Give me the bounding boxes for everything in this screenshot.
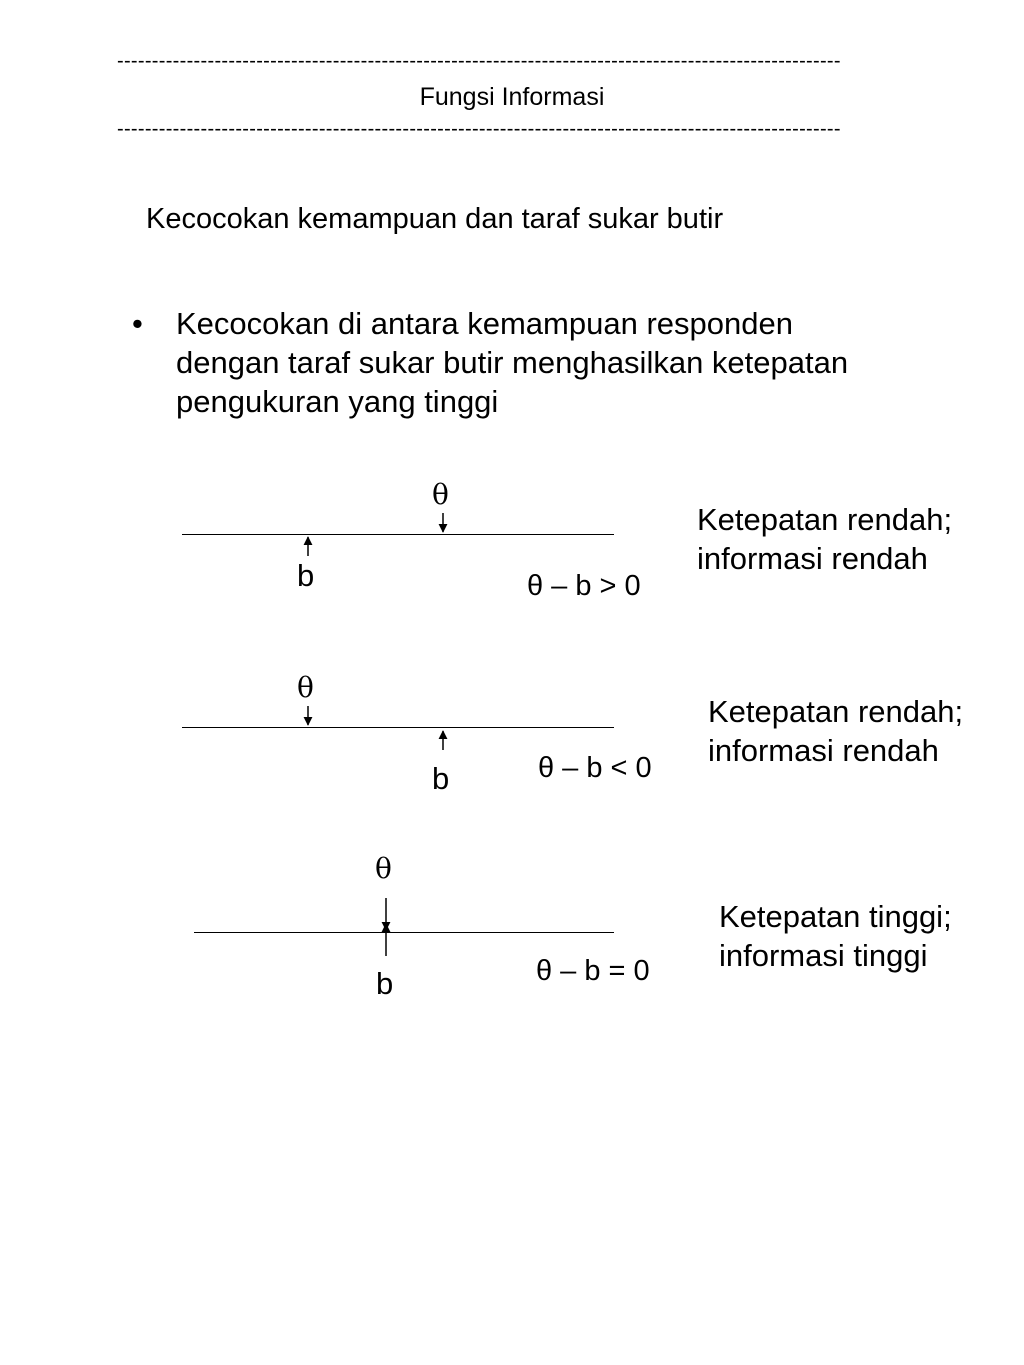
result-line: Ketepatan rendah;	[708, 694, 964, 729]
result-line: informasi tinggi	[719, 938, 928, 973]
section-subtitle: Kecocokan kemampuan dan taraf sukar butir	[146, 203, 724, 235]
b-label-3: b	[376, 966, 394, 1001]
ability-scale-line-3	[194, 932, 614, 933]
theta-label-3: θ	[375, 852, 392, 885]
ability-scale-line-2	[182, 727, 614, 728]
result-text-3	[719, 897, 952, 975]
bullet-line: pengukuran yang tinggi	[176, 384, 499, 419]
result-line: Ketepatan rendah;	[697, 502, 953, 537]
bullet-line: dengan taraf sukar butir menghasilkan ketepatan	[176, 345, 849, 380]
theta-label-1: θ	[432, 478, 449, 511]
b-label-1: b	[297, 558, 315, 593]
header-divider-bottom: --------------------------------------------------------------------------------------------------------	[117, 118, 841, 140]
result-line: informasi rendah	[708, 733, 939, 768]
header-divider-top: --------------------------------------------------------------------------------------------------------	[117, 50, 841, 72]
theta-label-2: θ	[297, 671, 314, 704]
b-label-2: b	[432, 761, 450, 796]
ability-scale-line-1	[182, 534, 614, 535]
result-text-2	[708, 692, 963, 770]
bullet-line: Kecocokan di antara kemampuan responden	[176, 306, 793, 341]
result-line: informasi rendah	[697, 541, 928, 576]
bullet-marker: •	[132, 306, 143, 341]
equation-1: θ – b > 0	[527, 570, 641, 602]
result-line: Ketepatan tinggi;	[719, 899, 952, 934]
equation-3: θ – b = 0	[536, 955, 650, 987]
equation-2: θ – b < 0	[538, 752, 652, 784]
result-text-1	[697, 500, 952, 578]
page-title: Fungsi Informasi	[419, 83, 605, 111]
